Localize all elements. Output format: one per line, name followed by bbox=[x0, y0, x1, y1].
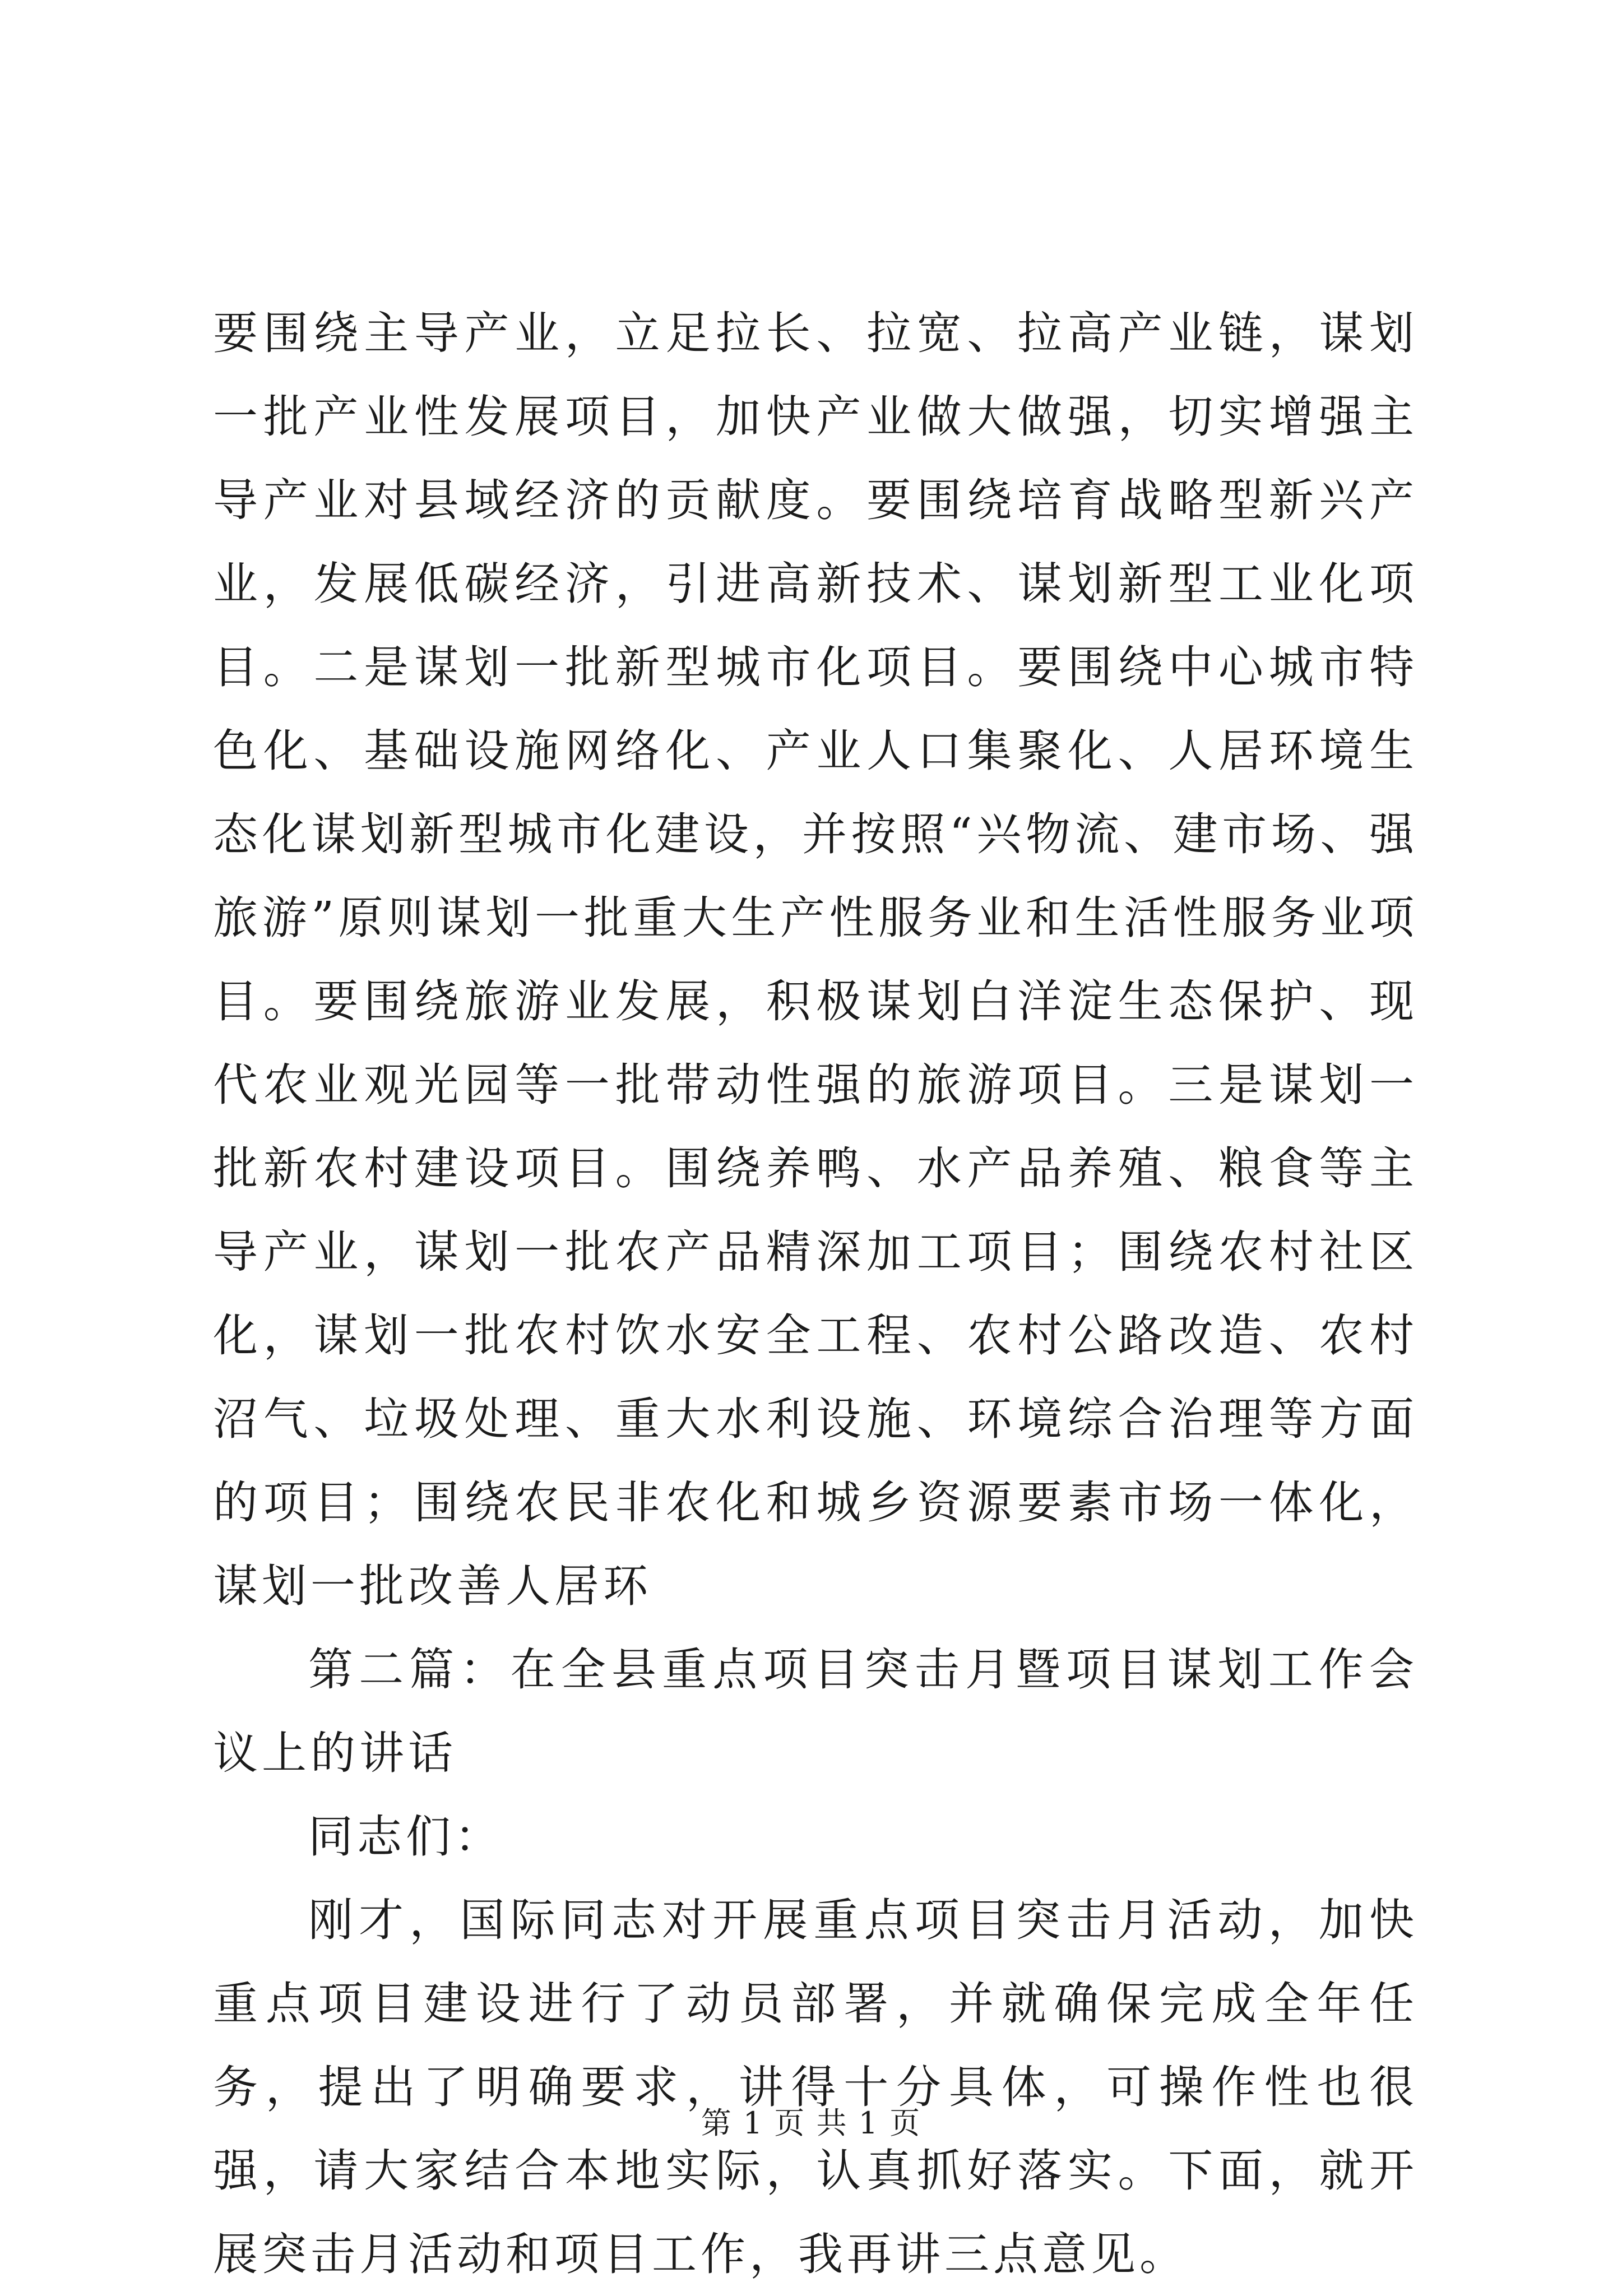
paragraph-continuation: 要围绕主导产业，立足拉长、拉宽、拉高产业链，谋划一批产业性发展项目，加快产业做大做强，切实增强主导产业对县域经济的贡献度。要围绕培育战略型新兴产业，发展低碳经济，引进高新技术、谋划新型工业化项目。二是谋划一批新型城市化项目。要围绕中心城市特色化、基础设施网络化、产业人口集聚化、人居环境生态化谋划新型城市化建设，并按照“兴物流、建市场、强旅游”原则谋划一批重大生产性服务业和生活性服务业项目。要围绕旅游业发展，积极谋划白洋淀生态保护、现代农业观光园等一批带动性强的旅游项目。三是谋划一批新农村建设项目。围绕养鸭、水产品养殖、粮食等主导产业，谋划一批农产品精深加工项目；围绕农村社区化，谋划一批农村饮水安全工程、农村公路改造、农村沼气、垃圾处理、重大水利设施、环境综合治理等方面的项目；围绕农民非农化和城乡资源要素市场一体化，谋划一批改善人居环 bbox=[213, 307, 1418, 1612]
page-footer: 第 1 页 共 1 页 bbox=[701, 2105, 921, 2141]
salutation: 同志们： bbox=[308, 1811, 503, 1863]
document-body bbox=[213, 291, 1418, 2296]
section-heading: 第二篇：在全县重点项目突击月暨项目谋划工作会议上的讲话 bbox=[213, 1644, 1418, 1779]
paragraph-opening: 刚才，国际同志对开展重点项目突击月活动，加快重点项目建设进行了动员部署，并就确保完成全年任务，提出了明确要求，讲得十分具体，可操作性也很强，请大家结合本地实际，认真抓好落实。下面，就开展突击月活动和项目工作，我再讲三点意见。 bbox=[213, 1894, 1418, 2280]
